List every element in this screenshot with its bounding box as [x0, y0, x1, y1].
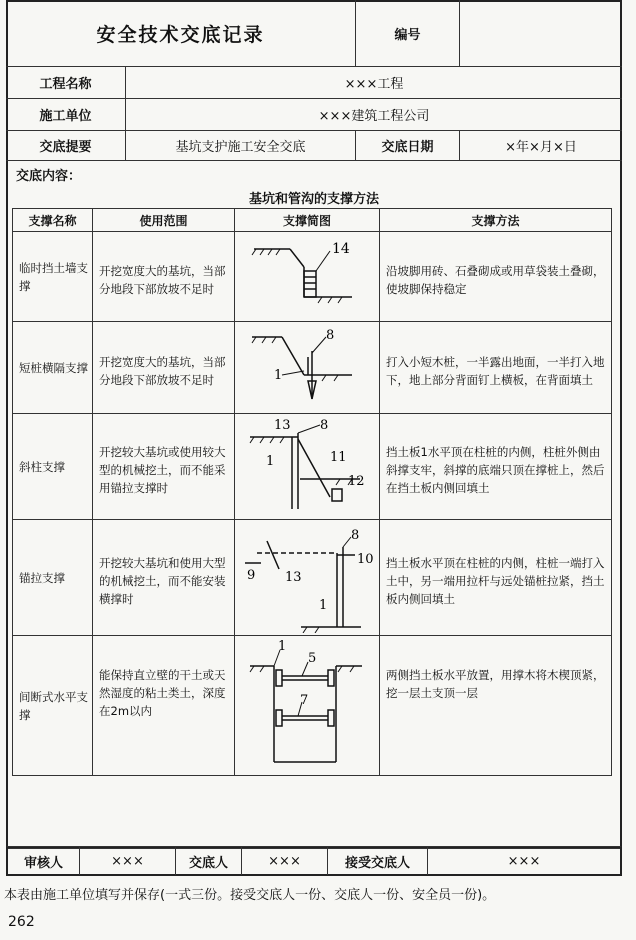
diagram-label: 1 — [319, 597, 328, 613]
diagram-label: 1 — [274, 367, 283, 383]
project-label: 工程名称 — [6, 67, 126, 98]
support-diagram — [235, 322, 380, 413]
short-pile-diagram — [242, 327, 372, 409]
support-diagram — [235, 636, 380, 775]
diagram-label: 9 — [247, 567, 256, 583]
form-page — [6, 0, 624, 852]
diagram-label: 14 — [332, 240, 350, 257]
support-name: 锚拉支撑 — [13, 520, 93, 635]
diagram-label: 13 — [273, 417, 291, 433]
table-row — [13, 519, 611, 635]
diagram-label: 8 — [351, 527, 360, 543]
support-scope: 开挖较大基坑或使用较大型的机械挖土，而不能采用锚拉支撑时 — [93, 414, 235, 519]
anchor-tie-diagram — [237, 523, 377, 633]
support-scope: 能保持直立壁的干土或天然湿度的粘土类土，深度在2m以内 — [93, 636, 235, 775]
reviewer-label: 审核人 — [8, 847, 80, 875]
content-divider — [6, 160, 622, 161]
support-method: 打入小短木桩，一半露出地面，一半打入地下，地上部分背面钉上横板，在背面填土 — [386, 354, 605, 387]
support-scope: 开挖宽度大的基坑，当部分地段下部放坡不足时 — [93, 322, 235, 413]
support-scope: 开挖较大基坑和使用大型的机械挖土，而不能安装横撑时 — [93, 520, 235, 635]
page-number: 262 — [8, 914, 35, 930]
support-diagram — [235, 520, 380, 635]
date-value: ×年×月×日 — [505, 140, 577, 155]
support-table — [12, 208, 612, 776]
header-method: 支撑方法 — [471, 213, 520, 228]
discloser-label: 交底人 — [176, 847, 242, 875]
header-name: 支撑名称 — [13, 209, 93, 231]
diagram-label: 5 — [308, 651, 317, 666]
form-title-cell — [6, 0, 356, 66]
diagram-label: 7 — [300, 693, 309, 708]
diagram-label: 11 — [329, 449, 347, 465]
diagram-label: 8 — [319, 417, 328, 433]
support-diagram — [235, 414, 380, 519]
header-row — [6, 0, 622, 66]
header-diagram: 支撑简图 — [235, 209, 380, 231]
diagram-label: 1 — [278, 640, 287, 654]
support-diagram — [235, 232, 380, 321]
content-label: 交底内容： — [16, 169, 82, 184]
table-row — [13, 635, 611, 775]
support-name: 间断式水平支撑 — [13, 636, 93, 775]
table-title: 基坑和管沟的支撑方法 — [248, 192, 379, 207]
diagram-label: 10 — [357, 551, 374, 567]
support-method: 两侧挡土板水平放置，用撑木将木楔顶紧，挖一层土支顶一层 — [386, 668, 605, 700]
support-scope: 开挖宽度大的基坑，当部分地段下部放坡不足时 — [93, 232, 235, 321]
receiver-value: ××× — [507, 853, 541, 869]
support-name: 斜柱支撑 — [13, 414, 93, 519]
summary-value: 基坑支护施工安全交底 — [126, 131, 356, 160]
raking-shore-diagram — [240, 417, 375, 517]
summary-label: 交底提要 — [6, 131, 126, 160]
number-value — [460, 0, 622, 66]
support-method: 挡土板1水平顶在柱桩的内侧，柱桩外侧由斜撑支牢，斜撑的底端只顶在撑桩上，然后在挡土板内侧回填土 — [386, 444, 605, 495]
table-row — [13, 231, 611, 321]
table-row — [13, 413, 611, 519]
unit-value: ×××建筑工程公司 — [318, 109, 430, 124]
diagram-label: 1 — [265, 453, 274, 469]
summary-row — [6, 130, 622, 160]
receiver-label: 接受交底人 — [328, 847, 428, 875]
reviewer-value: ××× — [80, 847, 176, 875]
unit-row — [6, 98, 622, 130]
header-scope: 使用范围 — [93, 209, 235, 231]
support-method: 沿坡脚用砖、石叠砌成或用草袋装土叠砌，使坡脚保持稳定 — [386, 263, 605, 296]
support-method: 挡土板水平顶在柱桩的内侧，柱桩一端打入土中，另一端用拉杆与远处锚桩拉紧，挡土板内侧回填土 — [386, 555, 605, 606]
footnote: 本表由施工单位填写并保存(一式三份。接受交底人一份、交底人一份、安全员一份)。 — [4, 888, 496, 903]
diagram-label: 12 — [347, 473, 365, 489]
signature-bar — [6, 846, 622, 876]
number-label: 编号 — [356, 0, 460, 66]
horizontal-strut-diagram — [242, 640, 372, 770]
support-name: 短桩横隔支撑 — [13, 322, 93, 413]
support-name: 临时挡土墙支撑 — [13, 232, 93, 321]
diagram-label: 13 — [285, 569, 302, 585]
form-title: 安全技术交底记录 — [96, 23, 265, 46]
discloser-value: ××× — [242, 847, 328, 875]
project-value: ×××工程 — [344, 77, 404, 92]
date-label: 交底日期 — [356, 131, 460, 160]
table-row — [13, 321, 611, 413]
retaining-wall-diagram — [242, 237, 372, 317]
unit-label: 施工单位 — [6, 99, 126, 130]
diagram-label: 8 — [326, 327, 335, 343]
project-row — [6, 66, 622, 98]
